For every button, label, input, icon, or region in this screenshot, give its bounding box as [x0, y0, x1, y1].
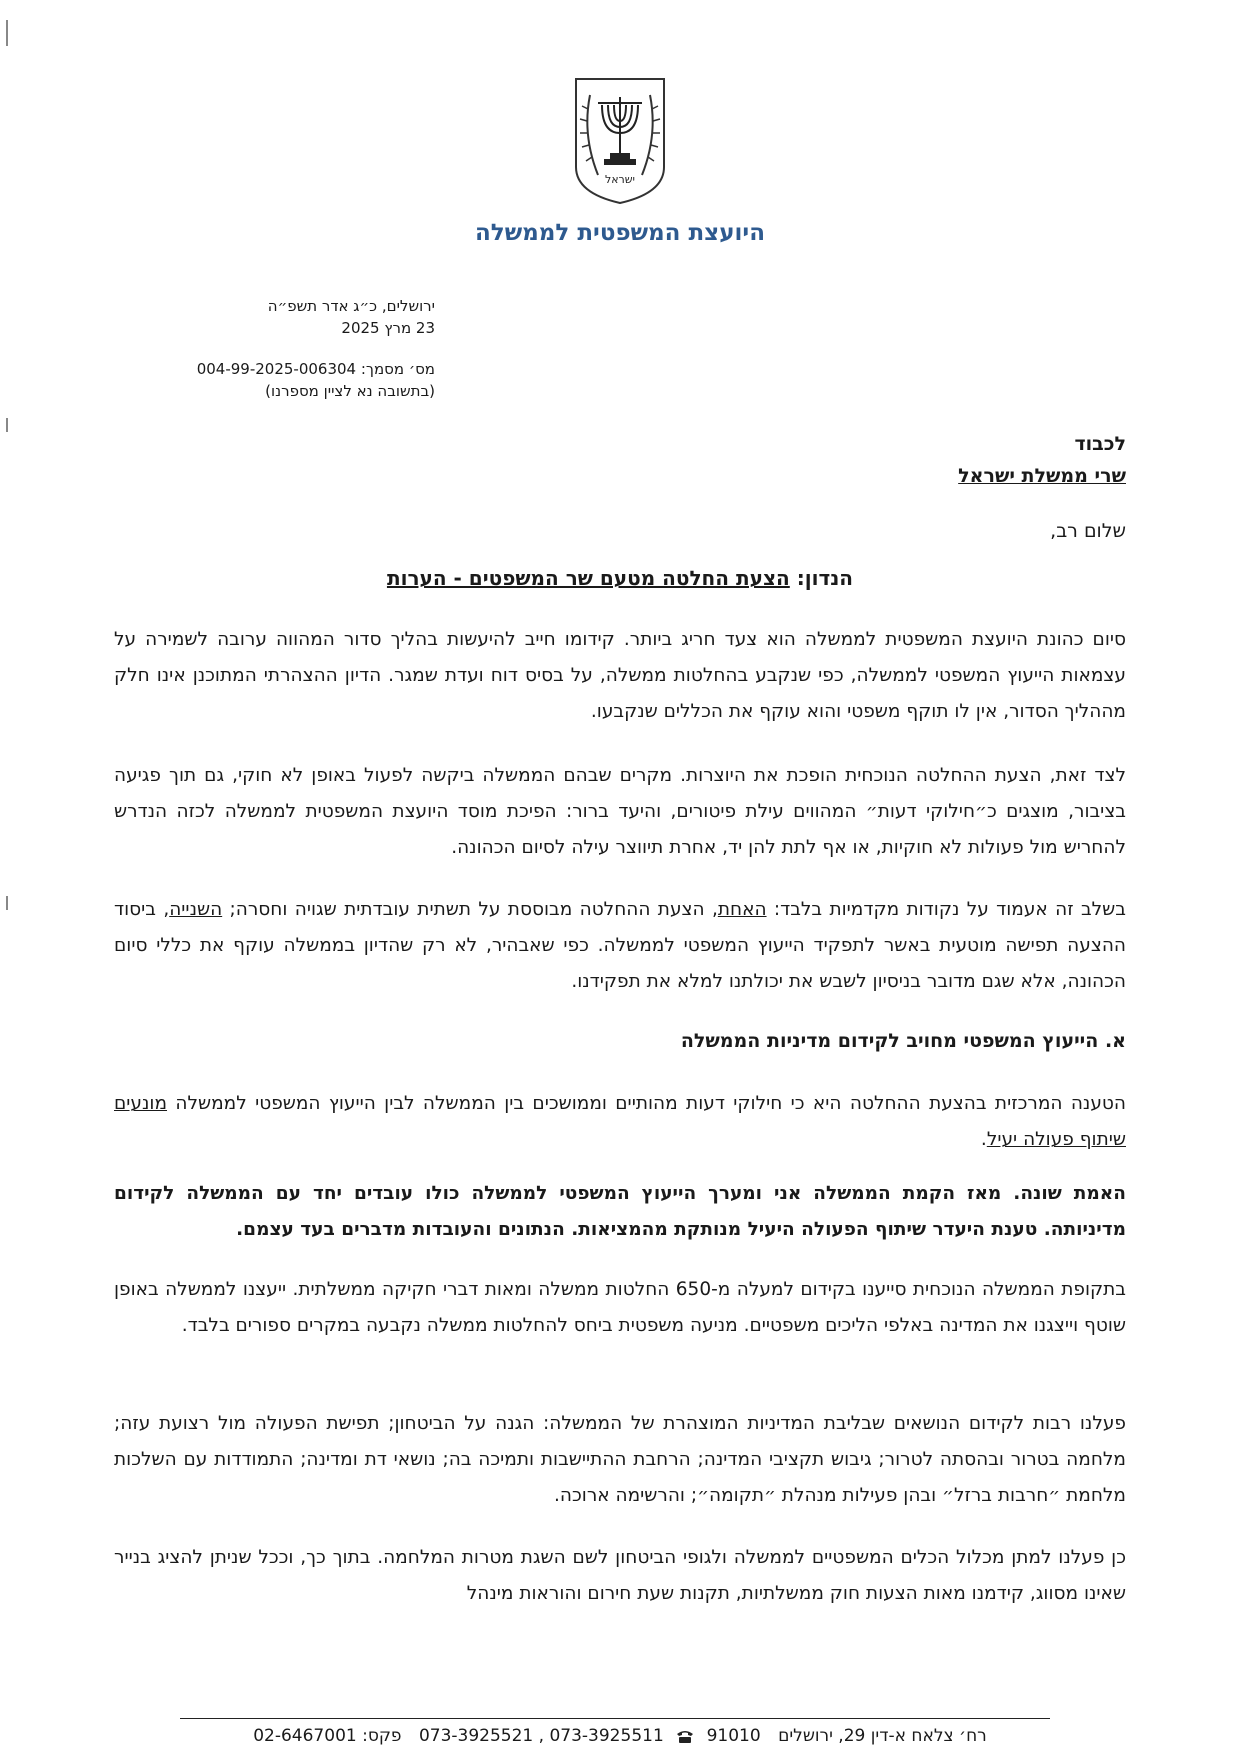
addressee-name: שרי ממשלת ישראל [958, 465, 1126, 487]
p4-start: הטענה המרכזית בהצעת ההחלטה היא כי חילוקי דעות מהותיים וממושכים בין הממשלה לבין הייעוץ המשפטי לממשלה [175, 1093, 1126, 1114]
footer-address: רח׳ צלאח א-דין 29, ירושלים [778, 1726, 987, 1746]
p4-underlined: מונעים שיתוף פעולה יעיל [114, 1093, 1126, 1150]
scan-edge-mark [6, 20, 8, 46]
footer-phones: 073-3925511 , 073-3925521 [418, 1726, 664, 1746]
footer-contact [0, 1726, 1240, 1746]
addressee-to: לכבוד [1074, 433, 1126, 455]
subject-text: הצעת החלטה מטעם שר המשפטים - הערות [386, 566, 790, 590]
hebrew-date: ירושלים, כ״ג אדר תשפ״ה [267, 297, 435, 315]
footer-divider [180, 1718, 1050, 1719]
paragraph-4 [114, 1086, 1126, 1158]
paragraph-2: לצד זאת, הצעת ההחלטה הנוכחית הופכת את היוצרות. מקרים שבהם הממשלה ביקשה לפעול באופן לא חוקי, גם תוך פגיעה בציבור, מוצגים כ״חילוקי דעות״ המהווים עילת פיטורים, והיעד ברור: הפיכת מוסד היועצת המשפטית לממשלה לכזה הנדרש להחריש מול פעולות לא חוקיות, או אף לתת להן יד, אחרת תיווצר עילה לסיום הכהונה. [114, 765, 1126, 858]
subject-label: הנדון: [796, 566, 854, 590]
paragraph-1: סיום כהונת היועצת המשפטית לממשלה הוא צעד חריג ביותר. קידומו חייב להיעשות בהליך סדור המהווה ערובה לשמירה על עצמאות הייעוץ המשפטי לממשלה, כפי שנקבע בהחלטות ממשלה, על בסיס דוח ועדת שמגר. הדיון ההצהרתי המתוכנן אינו חלק מההליך הסדור, אין לו תוקף משפטי והוא עוקף את הכללים שנקבעו. [114, 629, 1126, 722]
footer-zip: 91010 [706, 1726, 761, 1746]
p3-first: האחת [717, 899, 767, 920]
svg-text:ישראל: ישראל [604, 173, 636, 186]
p3-end: , ביסוד ההצעה תפישה מוטעית באשר לתפקיד הייעוץ המשפטי לממשלה. כפי שאבהיר, לא רק שהדיון בממשלה עוקף את כללי סיום הכהונה, אלא שגם מדובר בניסיון לשבש את יכולתנו למלא את תפקידנו. [114, 899, 1126, 992]
p4-end: . [980, 1129, 987, 1150]
p3-mid: , הצעת ההחלטה מבוססת על תשתית עובדתית שגויה וחסרה; [229, 899, 718, 920]
paragraph-3 [114, 892, 1126, 1000]
paragraph-8: כן פעלנו למתן מכלול הכלים המשפטיים לממשלה ולגופי הביטחון לשם השגת מטרות המלחמה. בתוך כך, וככל שניתן להציג בנייר שאינו מסווג, קידמנו מאות הצעות חוק ממשלתיות, תקנות שעת חירום והוראות מינהל [114, 1547, 1126, 1604]
p3-start: בשלב זה אעמוד על נקודות מקדמיות בלבד: [773, 899, 1126, 920]
greeting: שלום רב, [1050, 520, 1126, 542]
section-heading-a: א. הייעוץ המשפטי מחויב לקידום מדיניות הממשלה [680, 1030, 1126, 1052]
phone-icon [675, 1728, 695, 1744]
office-title: היועצת המשפטית לממשלה [474, 220, 765, 246]
subject-line [0, 566, 1240, 590]
scan-edge-mark [6, 896, 8, 910]
document-reference [135, 358, 435, 402]
p3-second: השנייה [169, 899, 223, 920]
letter-date [135, 295, 435, 339]
reference-note: (בתשובה נא לציין מספרנו) [265, 382, 435, 400]
state-emblem-icon [568, 75, 672, 205]
document-number: מס׳ מסמך: 004-99-2025-006304 [196, 360, 435, 378]
paragraph-6: בתקופת הממשלה הנוכחית סייענו בקידום למעלה מ-650 החלטות ממשלה ומאות דברי חקיקה ממשלתית. ייעצנו לממשלה באופן שוטף וייצגנו את המדינה באלפי הליכים משפטיים. מניעה משפטית ביחס להחלטות ממשלה נקבעה במקרים ספורים בלבד. [114, 1279, 1126, 1336]
gregorian-date: 23 מרץ 2025 [341, 319, 435, 337]
scan-edge-mark [6, 418, 8, 432]
paragraph-5: האמת שונה. מאז הקמת הממשלה אני ומערך הייעוץ המשפטי לממשלה כולו עובדים יחד עם הממשלה לקידום מדיניותה. טענת היעדר שיתוף הפעולה היעיל מנותקת מהמציאות. הנתונים והעובדות מדברים בעד עצמם. [114, 1183, 1126, 1240]
addressee [958, 428, 1126, 492]
paragraph-7: פעלנו רבות לקידום הנושאים שבליבת המדיניות המוצהרת של הממשלה: הגנה על הביטחון; תפישת הפעולה מול רצועת עזה; מלחמה בטרור ובהסתה לטרור; גיבוש תקציבי המדינה; הרחבת ההתיישבות ותמיכה בה; נושאי דת ומדינה; התמודדות עם השלכות מלחמת ״חרבות ברזל״ ובהן פעילות מנהלת ״תקומה״; והרשימה ארוכה. [114, 1413, 1126, 1506]
footer-fax: פקס: 02-6467001 [253, 1726, 402, 1746]
